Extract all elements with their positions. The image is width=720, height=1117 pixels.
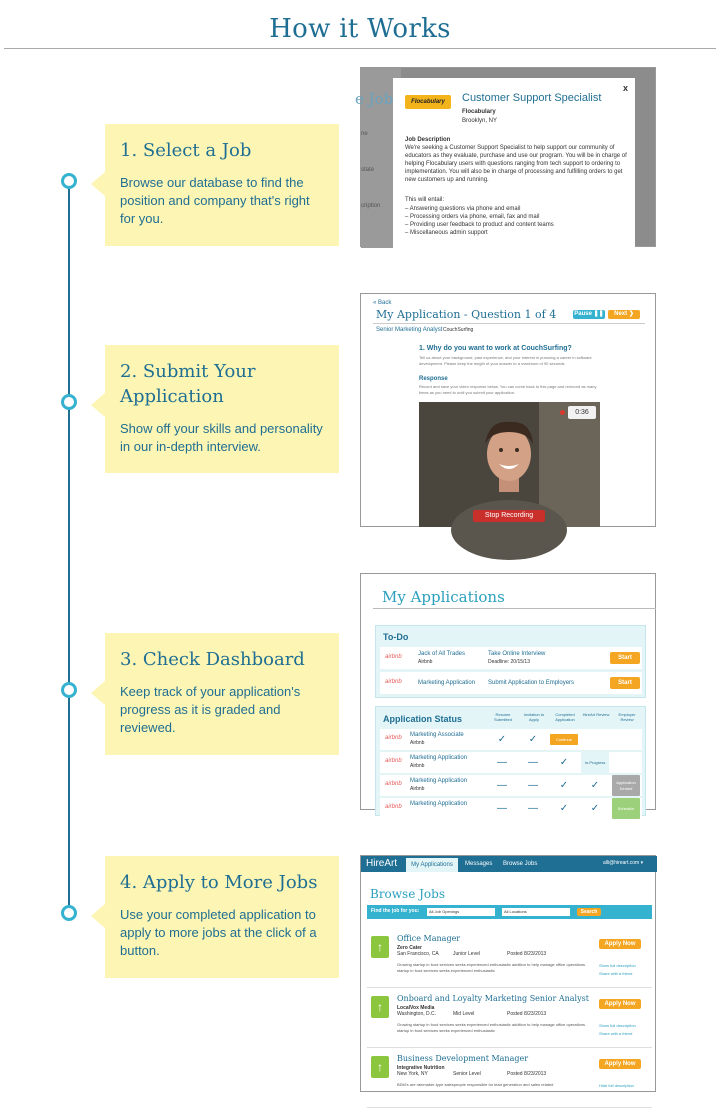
job-title[interactable]: Business Development Manager <box>397 1054 529 1063</box>
description-toggle-link[interactable]: Show full description <box>599 963 636 968</box>
step-title: 1. Select a Job <box>120 140 252 161</box>
nav-tab-my-applications[interactable]: My Applications <box>406 858 458 872</box>
job-arrow-icon: ↑ <box>371 996 389 1018</box>
column-header: Invitation to Apply <box>523 712 545 722</box>
company-logo: airbnb <box>385 654 402 660</box>
company-logo: airbnb <box>385 758 402 764</box>
company-name: Airbnb <box>418 659 433 665</box>
dashboard-heading: My Applications <box>382 588 505 606</box>
job-level: Junior Level <box>453 951 480 957</box>
job-location: Brooklyn, NY <box>462 118 498 124</box>
search-button[interactable]: Search <box>577 908 601 916</box>
step-card-2 <box>105 345 339 473</box>
status-cell: ✓ <box>590 780 600 791</box>
status-cell: — <box>497 757 507 768</box>
status-cell: ✓ <box>497 734 507 745</box>
question-title: 1. Why do you want to work at CouchSurfing? <box>419 345 572 352</box>
column-header: HireArt Review <box>582 712 610 717</box>
todo-row <box>380 647 642 669</box>
company-name: CouchSurfing <box>443 327 474 333</box>
apply-now-button[interactable]: Apply Now <box>599 939 641 949</box>
page-title: How it Works <box>269 14 451 44</box>
step-card-4 <box>105 856 339 978</box>
company-logo: airbnb <box>385 679 402 685</box>
question-text: Tell us about your background, past experience, and your interest in pursuing a career in software development. Please keep the length of your answer to a maximum of 90 seconds. <box>419 355 592 366</box>
status-cell: — <box>528 780 538 791</box>
job-title[interactable]: Office Manager <box>397 934 461 943</box>
job-title[interactable]: Onboard and Loyalty Marketing Senior Analyst <box>397 994 589 1003</box>
background-field: cription <box>361 203 381 209</box>
job-posted: Posted 8/23/2013 <box>507 951 547 957</box>
job-name: Marketing Application <box>410 778 468 784</box>
timeline-dot-4 <box>61 905 77 921</box>
job-description: Growing startup in food services seeks experienced enthusiastic addition to help manage office operations startup in food services seeks experienced enthusiastic <box>397 1022 586 1033</box>
status-cell: In-Progress <box>581 752 609 773</box>
todo-label: To-Do <box>383 632 409 642</box>
column-header: Completed Application <box>555 712 575 722</box>
description-toggle-link[interactable]: Hide full description <box>599 1083 634 1088</box>
job-level: Mid Level <box>453 1011 475 1017</box>
screenshot-interview <box>360 293 656 527</box>
job-subtitle: Senior Marketing Analyst <box>376 327 443 333</box>
timeline-dot-2 <box>61 394 77 410</box>
job-posted: Posted 8/23/2013 <box>507 1071 547 1077</box>
status-cell: — <box>528 803 538 814</box>
response-label: Response <box>419 376 448 382</box>
step-card-1 <box>105 124 339 246</box>
nav-tab-messages[interactable]: Messages <box>465 861 493 867</box>
status-cell: ✓ <box>559 780 569 791</box>
next-button[interactable]: Next ❯ <box>608 310 640 319</box>
status-cell[interactable]: Schedule <box>612 798 640 819</box>
job-name: Jack of All Trades <box>418 651 466 657</box>
company-name: Airbnb <box>410 786 425 792</box>
job-title: Customer Support Specialist <box>462 92 602 104</box>
job-listing <box>367 932 652 988</box>
divider <box>373 323 645 324</box>
job-name: Marketing Application <box>410 801 468 807</box>
location-select[interactable]: All Locations <box>502 908 570 916</box>
account-menu[interactable]: alli@hireart.com ▾ <box>603 860 644 866</box>
background-field: ne <box>361 131 368 137</box>
record-indicator-icon <box>560 410 565 415</box>
recording-timer: 0:36 <box>568 406 596 419</box>
status-row <box>380 775 642 796</box>
start-button[interactable]: Start <box>610 652 640 664</box>
screenshot-dashboard <box>360 573 656 814</box>
browse-heading: Browse Jobs <box>370 887 445 901</box>
status-cell: ✓ <box>559 803 569 814</box>
status-row <box>380 752 642 773</box>
company-logo: airbnb <box>385 804 402 810</box>
screenshot-browse-jobs <box>360 855 656 1092</box>
job-modal <box>393 78 635 258</box>
job-name: Marketing Associate <box>410 732 464 738</box>
todo-task[interactable]: Take Online Interview <box>488 651 546 657</box>
status-cell: ✓ <box>559 757 569 768</box>
status-cell: ✓ <box>590 803 600 814</box>
company-name: Airbnb <box>410 763 425 769</box>
job-location: Washington, D.C. <box>397 1011 436 1017</box>
description-toggle-link[interactable]: Show full description <box>599 1023 636 1028</box>
background-field: state <box>361 167 375 173</box>
job-location: New York, NY <box>397 1071 428 1077</box>
timeline-dot-3 <box>61 682 77 698</box>
step-title: 3. Check Dashboard <box>120 649 305 670</box>
status-row <box>380 798 642 819</box>
status-cell: Application Denied <box>612 775 640 796</box>
step-title: 2. Submit Your Application <box>120 361 256 407</box>
step-card-3 <box>105 633 339 755</box>
entail-item: – Answering questions via phone and email <box>405 206 521 212</box>
status-cell: — <box>497 780 507 791</box>
divider <box>373 608 656 609</box>
status-cell <box>612 729 640 750</box>
company-name: Flocabulary <box>462 109 496 115</box>
step-description: Keep track of your application's progress as it is graded and reviewed. <box>120 684 301 735</box>
nav-tab-browse-jobs[interactable]: Browse Jobs <box>503 861 538 867</box>
question-heading: My Application - Question 1 of 4 <box>376 308 557 321</box>
brand-logo[interactable]: HireArt <box>366 858 398 869</box>
background-heading: e Job <box>355 90 394 108</box>
job-posted: Posted 8/23/2013 <box>507 1011 547 1017</box>
response-text: Record and save your video response below. You can come back to this page and rerecord as many times as you need to until you submit your application. <box>419 384 597 395</box>
title-divider <box>4 48 716 49</box>
share-link[interactable]: Share with a friend <box>599 971 633 976</box>
company-name: Zero Cater <box>397 945 423 951</box>
apply-now-button[interactable]: Apply Now <box>599 1059 641 1069</box>
todo-row <box>380 672 642 694</box>
job-arrow-icon: ↑ <box>371 936 389 958</box>
job-description: BDM's are rainmaker-type salespeople responsible for lead generation and sales related <box>397 1082 554 1087</box>
close-icon[interactable]: x <box>622 83 628 93</box>
job-listing <box>367 1052 652 1108</box>
pause-button[interactable]: Pause ❚❚ <box>574 311 604 317</box>
entail-heading: This will entail: <box>405 197 445 203</box>
timeline-line <box>68 182 70 913</box>
company-logo: airbnb <box>385 781 402 787</box>
status-cell[interactable]: Continue <box>550 734 578 745</box>
webcam-person-image <box>419 402 600 527</box>
entail-item: – Providing user feedback to product and content teams <box>405 222 554 228</box>
company-logo: airbnb <box>385 735 402 741</box>
job-arrow-icon: ↑ <box>371 1056 389 1078</box>
job-listing <box>367 992 652 1048</box>
step-description: Browse our database to find the position and company that's right for you. <box>120 175 310 226</box>
status-label: Application Status <box>383 714 463 724</box>
step-description: Show off your skills and personality in our in-depth interview. <box>120 421 323 454</box>
job-name: Marketing Application <box>418 680 476 686</box>
status-cell: — <box>528 757 538 768</box>
company-logo: Flocabulary <box>405 95 451 109</box>
screenshot-job-modal <box>355 67 656 247</box>
status-panel <box>375 706 646 816</box>
status-cell <box>581 729 609 750</box>
job-type-select[interactable]: All Job Openings <box>427 908 495 916</box>
status-row <box>380 729 642 750</box>
share-link[interactable]: Share with a friend <box>599 1031 633 1036</box>
job-description: Growing startup in food services seeks experienced enthusiastic addition to help manage office operations startup in food services seeks experienced enthusiastic <box>397 962 586 973</box>
status-cell: ✓ <box>528 734 538 745</box>
filter-bar <box>367 905 652 919</box>
todo-task[interactable]: Submit Application to Employers <box>488 680 575 686</box>
filter-label: Find the job for you: <box>371 908 420 914</box>
step-title: 4. Apply to More Jobs <box>120 872 318 893</box>
job-level: Senior Level <box>453 1071 481 1077</box>
description-heading: Job Description <box>405 137 451 143</box>
back-link[interactable]: « Back <box>373 300 392 306</box>
company-name: Airbnb <box>410 740 425 746</box>
company-name: LocalVox Media <box>397 1005 435 1011</box>
video-preview <box>419 402 600 527</box>
status-cell <box>612 752 640 773</box>
column-header: Resume Submitted <box>493 712 512 722</box>
job-name: Marketing Application <box>410 755 468 761</box>
status-cell: — <box>497 803 507 814</box>
job-location: San Francisco, CA <box>397 951 439 957</box>
start-button[interactable]: Start <box>610 677 640 689</box>
job-description: We're seeking a Customer Support Specialist to help support our community of educators as they evaluate, purchase and use our program. You will be in charge of helping Flocabulary users with questions ranging from tech support to ordering to implementation. You will also be in charge of processing and fulfilling orders to get new customers up and running. <box>405 145 627 183</box>
entail-item: – Processing orders via phone, email, fax and mail <box>405 214 540 220</box>
entail-item: – Miscellaneous admin support <box>405 230 488 236</box>
company-name: Integrative Nutrition <box>397 1065 445 1071</box>
todo-panel <box>375 625 646 698</box>
step-description: Use your completed application to apply to more jobs at the click of a button. <box>120 907 317 958</box>
apply-now-button[interactable]: Apply Now <box>599 999 641 1009</box>
stop-recording-button[interactable]: Stop Recording <box>473 510 545 522</box>
column-header: Employer Review <box>618 712 636 722</box>
timeline-dot-1 <box>61 173 77 189</box>
todo-deadline: Deadline: 20/15/13 <box>488 659 530 665</box>
top-navbar <box>361 856 657 872</box>
